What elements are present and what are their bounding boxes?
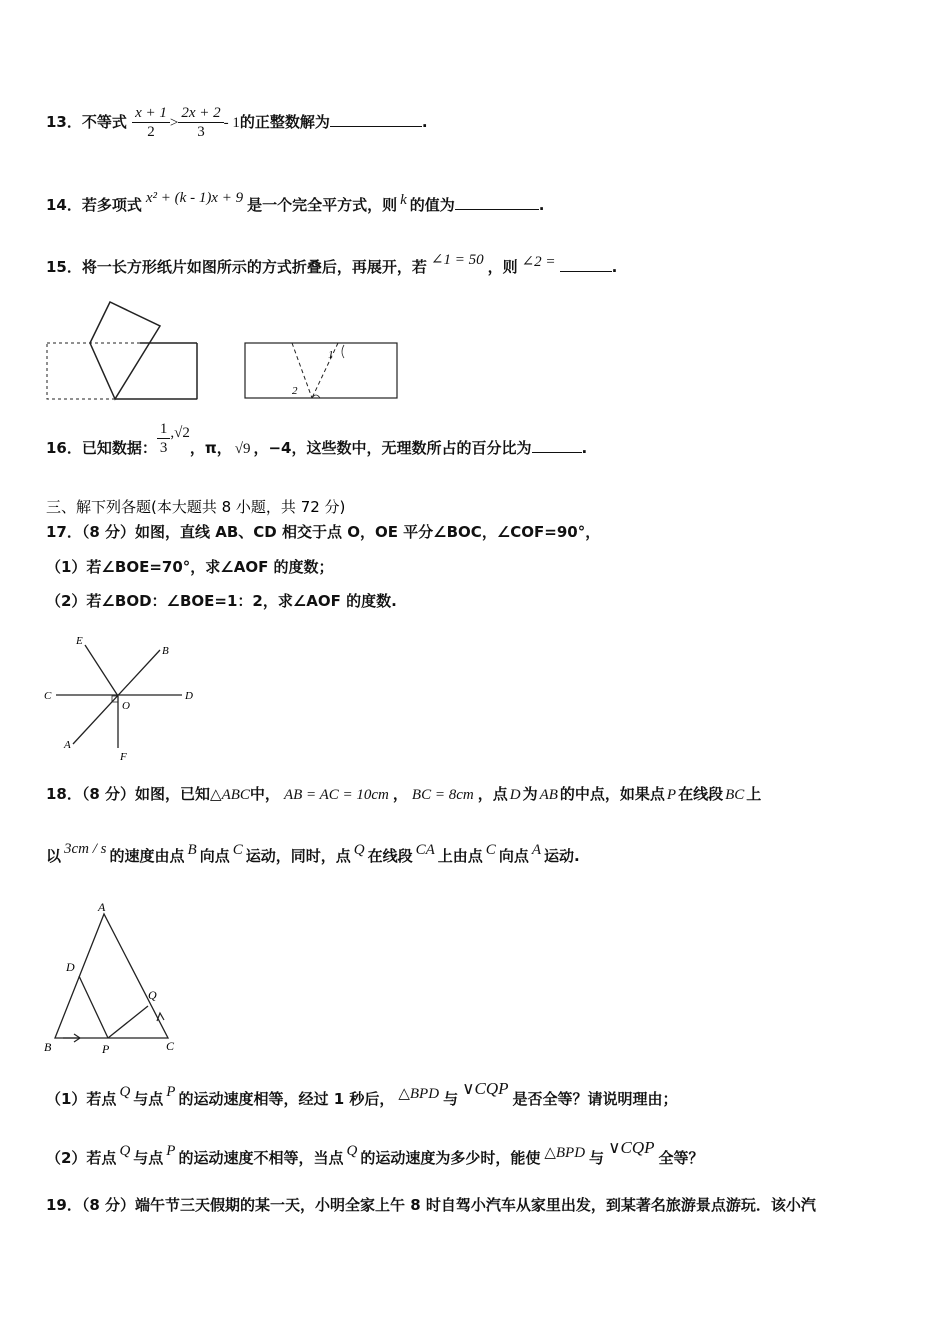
q18-CA: CA [415,842,435,858]
q13-fraction-2 [178,104,223,141]
q18-p1-tri2: ∨CQP [462,1079,509,1098]
q15-figure-folded [40,296,210,406]
q18-p2-f: 全等？ [658,1149,704,1167]
q15-text-b: ，则 [487,258,518,276]
q18-A: A [531,842,541,858]
q16-answer-blank[interactable] [532,438,582,453]
q14-answer-blank[interactable] [455,195,539,210]
q17-label-D: D [185,690,193,702]
q16-frac-num: 1 [157,420,171,439]
q18-fig-label-D: D [66,960,75,974]
q15-end: . [611,258,618,276]
q18-l2-e: 上由点 [437,847,483,865]
q16-sqrt2: ,√2 [170,425,190,441]
q18-p1-tri1: △BPD [398,1086,440,1102]
q18-part1 [46,1079,678,1110]
q18-p1-c: 的运动速度相等，经过 1 秒后， [178,1090,395,1108]
q18-BC: BC [725,787,745,803]
q18-p2-c: 的运动速度不相等，当点 [178,1149,344,1167]
q18-fig-label-A: A [98,900,106,914]
question-13 [46,104,428,141]
q18-figure [38,896,188,1061]
q16-text-a: 已知数据： [81,439,157,457]
q15-angle1: ∠1 = 50 [430,252,484,268]
q18-p2-e: 与 [589,1149,605,1167]
q18-P: P [666,787,677,803]
q17-line1: 17．（8 分）如图，直线 AB、CD 相交于点 O，OE 平分∠BOC，∠COF=90°， [46,523,601,541]
q14-text-b: 是一个完全平方式，则 [247,196,398,214]
q18-l2-f: 向点 [498,847,529,865]
q14-text-c: 的值为 [409,196,455,214]
q18-l2-b: 向点 [199,847,230,865]
q18-comma: ， [392,785,408,803]
q13-gt: > [169,115,179,131]
q13-minus: - 1 [223,115,240,131]
q18-points: （8 分）如图，已知 [81,785,211,803]
q18-AB: AB [539,787,558,803]
q18-triangle: △ABC [210,787,250,803]
question-16 [46,420,587,460]
q13-frac1-num: x + 1 [132,104,170,123]
q18-Q: Q [353,842,365,858]
q14-polynomial: x² + (k - 1)x + 9 [145,190,244,206]
q18-yi: 以 [46,847,62,865]
q15-answer-blank[interactable] [560,257,612,272]
q18-eq1: AB = AC = 10cm [283,787,389,803]
q15-fig-label-2: 2 [292,385,298,397]
q18-fig-label-Q: Q [148,988,157,1002]
q16-text-c: ，−4，这些数中，无理数所占的百分比为 [253,439,532,457]
q18-p2-P: P [166,1143,176,1159]
q18-p2-tri2: ∨CQP [608,1138,655,1157]
q14-end: . [538,196,545,214]
q18-p2-Q: Q [119,1143,131,1159]
q17-label-O: O [122,700,130,712]
q13-answer-blank[interactable] [330,112,422,127]
q17-label-E: E [76,635,83,647]
q18-p2-tri1: △BPD [544,1145,586,1161]
q16-sqrt9: √9 [234,441,251,457]
q18-number: 18． [46,785,82,803]
q18-p1-e: 是否全等？请说明理由； [512,1090,678,1108]
q18-p1-Q: Q [119,1084,131,1100]
q18-fig-label-C: C [166,1039,175,1053]
q15-text-a: 将一长方形纸片如图所示的方式折叠后，再展开，若 [81,258,427,276]
q18-line1 [46,784,761,805]
q16-frac-den: 3 [159,440,168,456]
q18-C2: C [485,842,496,858]
q18-t2: 为 [522,785,538,803]
q18-l2-g: 运动. [544,847,580,865]
q15-figure-unfolded [240,336,405,406]
q18-eq2: BC = 8cm [411,787,474,803]
q18-t1: ，点 [477,785,508,803]
q18-l2-c: 运动，同时，点 [245,847,351,865]
q18-t3: 的中点，如果点 [559,785,665,803]
q18-p1-b: 与点 [133,1090,164,1108]
q18-l2-d: 在线段 [367,847,413,865]
section-3-heading: 三、解下列各题(本大题共 8 小题，共 72 分) [46,498,346,516]
q13-number: 13． [46,113,82,131]
q18-p1-a: （1）若点 [46,1090,117,1108]
q18-fig-label-B: B [44,1040,52,1054]
q15-angle2: ∠2 = [521,254,556,270]
q16-fraction [157,420,171,457]
q18-C: C [232,842,243,858]
q14-text-a: 若多项式 [81,196,142,214]
q16-end: . [581,439,588,457]
q18-p2-Q2: Q [346,1143,358,1159]
q17-label-F: F [120,751,127,763]
q14-k: k [400,192,407,208]
q17-label-C: C [44,690,52,702]
q18-B: B [187,842,197,858]
q15-number: 15． [46,258,82,276]
q13-frac1-den: 2 [147,124,155,140]
q13-text-a: 不等式 [81,113,127,131]
q17-label-B: B [162,645,169,657]
q17-label-A: A [64,739,71,751]
q18-line2 [46,841,580,867]
q18-p2-a: （2）若点 [46,1149,117,1167]
question-14 [46,190,545,216]
q17-part2: （2）若∠BOD：∠BOE=1：2，求∠AOF 的度数. [46,592,397,610]
q16-text-b: ，π， [189,439,232,457]
q16-number: 16． [46,439,82,457]
q13-end: . [421,113,428,131]
q14-number: 14． [46,196,82,214]
q18-t4: 在线段 [678,785,724,803]
q18-t5: 上 [746,785,762,803]
q18-D: D [509,787,521,803]
q18-p2-b: 与点 [133,1149,164,1167]
q18-speed: 3cm / s [64,841,107,857]
q18-p1-d: 与 [443,1090,459,1108]
q13-fraction-1 [132,104,170,141]
q17-figure [40,630,210,770]
q18-fig-label-P: P [102,1042,110,1056]
q13-frac2-num: 2x + 2 [178,104,223,123]
question-15 [46,252,618,278]
q18-l2-a: 的速度由点 [109,847,185,865]
q18-p1-P: P [166,1084,176,1100]
q15-fig-label-1: 1 [328,349,334,361]
q19-line1: 19．（8 分）端午节三天假期的某一天，小明全家上午 8 时自驾小汽车从家里出发，到某著名旅游景点游玩．该小汽 [46,1196,816,1214]
q17-part1: （1）若∠BOE=70°，求∠AOF 的度数； [46,558,334,576]
q18-zh: 中， [249,785,280,803]
q13-frac2-den: 3 [197,124,205,140]
q13-text-b: 的正整数解为 [239,113,330,131]
q18-part2 [46,1138,704,1169]
q18-p2-d: 的运动速度为多少时，能使 [360,1149,541,1167]
